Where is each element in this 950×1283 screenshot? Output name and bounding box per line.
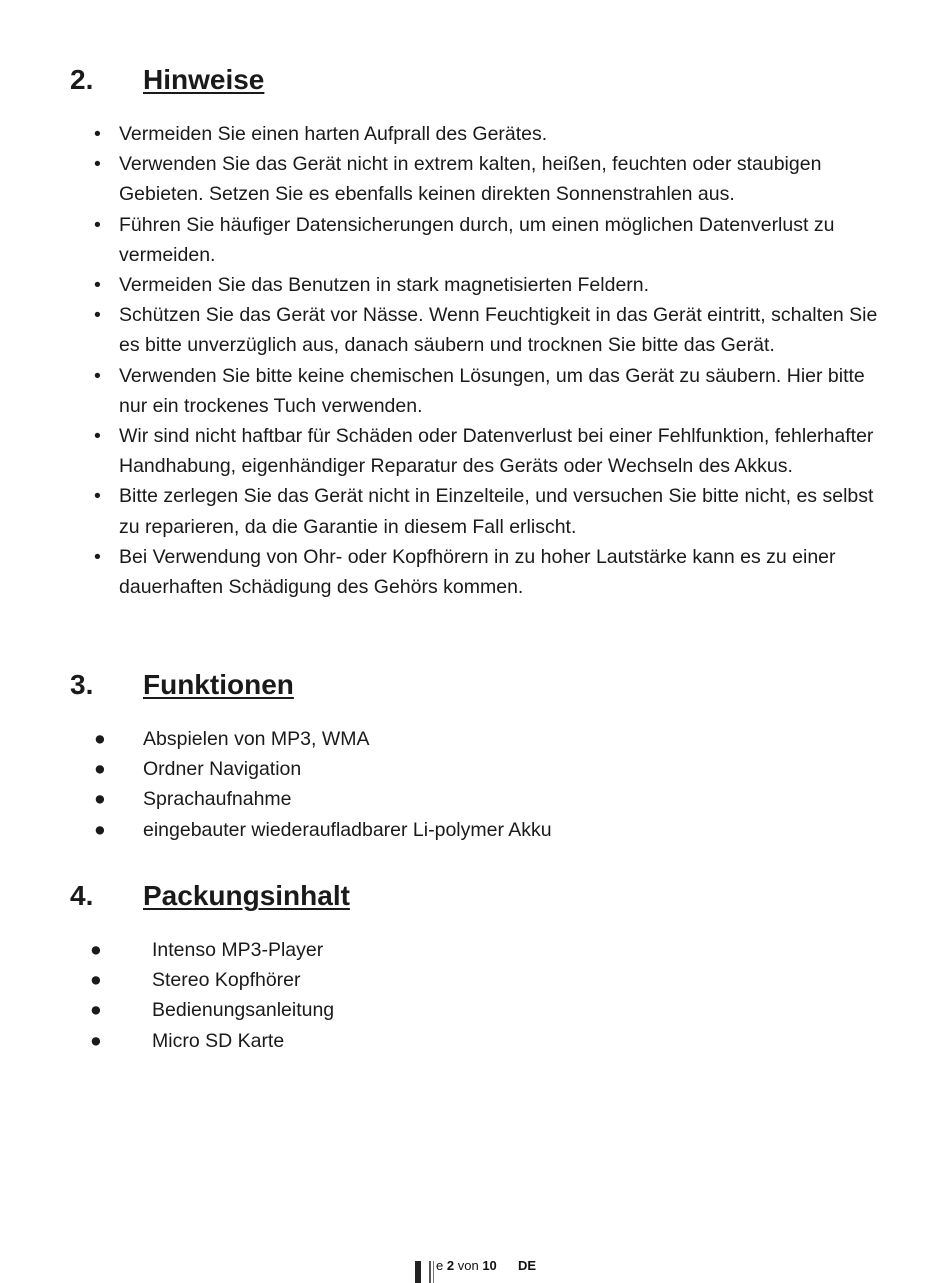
- list-item: [0, 300, 950, 360]
- bullet-icon: •: [94, 364, 101, 387]
- list-item: [0, 210, 950, 270]
- packungsinhalt-list: [0, 935, 950, 1056]
- page-of: von: [457, 1258, 479, 1273]
- footer-bar-icon: [433, 1261, 434, 1283]
- list-item-text: Verwenden Sie das Gerät nicht in extrem kalten, heißen, feuchten oder staubigen Gebieten. Setzen Sie es ebenfalls keinen direkten Sonnenstrahlen aus.: [119, 153, 822, 206]
- list-item-text: Sprachaufnahme: [143, 788, 292, 811]
- hinweise-list: [0, 119, 950, 602]
- bullet-icon: •: [94, 545, 101, 568]
- section-packungsinhalt: [0, 880, 950, 1056]
- list-item: [0, 965, 950, 995]
- list-item: [0, 119, 950, 149]
- bullet-icon: ●: [90, 999, 102, 1022]
- section-title: Funktionen: [143, 669, 294, 700]
- list-item-text: Stereo Kopfhörer: [152, 969, 301, 992]
- list-item: [0, 361, 950, 421]
- current-page: 2: [446, 1258, 455, 1273]
- list-item-text: Bitte zerlegen Sie das Gerät nicht in Einzelteile, und versuchen Sie bitte nicht, es selbst zu reparieren, da die Garantie in diesem Fall erlischt.: [119, 485, 874, 538]
- section-heading: [0, 880, 950, 920]
- list-item-text: eingebauter wiederaufladbarer Li-polymer Akku: [143, 818, 552, 841]
- list-item: [0, 270, 950, 300]
- list-item-text: Verwenden Sie bitte keine chemischen Lösungen, um das Gerät zu säubern. Hier bitte nur ein trockenes Tuch verwenden.: [119, 364, 865, 417]
- list-item-text: Intenso MP3-Player: [152, 939, 324, 961]
- bullet-icon: •: [94, 425, 101, 448]
- section-heading: [0, 669, 950, 709]
- bullet-icon: •: [94, 304, 101, 327]
- list-item: [0, 815, 950, 845]
- list-item-text: Abspielen von MP3, WMA: [143, 728, 370, 750]
- list-item: [0, 995, 950, 1025]
- section-funktionen: [0, 669, 950, 845]
- section-title: Packungsinhalt: [143, 880, 350, 911]
- list-item-text: Bedienungsanleitung: [152, 999, 335, 1022]
- bullet-icon: •: [94, 485, 101, 508]
- bullet-icon: ●: [94, 728, 106, 750]
- list-item: [0, 149, 950, 209]
- list-item-text: Schützen Sie das Gerät vor Nässe. Wenn Feuchtigkeit in das Gerät eintritt, schalten Sie es bitte unverzüglich aus, danach säubern und trocknen Sie bitte das Gerät.: [119, 304, 878, 357]
- list-item-text: Bei Verwendung von Ohr- oder Kopfhörern in zu hoher Lautstärke kann es zu einer dauerhaften Schädigung des Gehörs kommen.: [119, 545, 836, 599]
- list-item: [0, 935, 950, 965]
- bullet-icon: •: [94, 213, 101, 236]
- section-number: 4.: [70, 880, 94, 911]
- page-number: [436, 1258, 497, 1274]
- list-item: [0, 724, 950, 754]
- list-item: [0, 421, 950, 481]
- section-hinweise: [0, 64, 950, 602]
- page-footer: [0, 1257, 950, 1283]
- list-item-text: Führen Sie häufiger Datensicherungen durch, um einen möglichen Datenverlust zu vermeiden.: [119, 213, 835, 266]
- bullet-icon: ●: [90, 969, 102, 992]
- language-code: DE: [518, 1258, 537, 1273]
- section-heading: [0, 64, 950, 104]
- list-item-text: Wir sind nicht haftbar für Schäden oder Datenverlust bei einer Fehlfunktion, fehlerhafter Handhabung, eigenhändiger Reparatur des Geräts oder Wechseln des Akkus.: [119, 425, 874, 478]
- footer-bar-icon: [429, 1261, 431, 1283]
- bullet-icon: ●: [94, 758, 106, 781]
- funktionen-list: [0, 724, 950, 845]
- total-pages: 10: [482, 1258, 497, 1273]
- footer-bar-icon: [415, 1261, 421, 1283]
- bullet-icon: •: [94, 274, 101, 297]
- list-item: [0, 1026, 950, 1056]
- section-number: 2.: [70, 64, 94, 95]
- list-item: [0, 481, 950, 541]
- list-item: [0, 754, 950, 784]
- bullet-icon: ●: [90, 1029, 102, 1052]
- list-item-text: Vermeiden Sie das Benutzen in stark magnetisierten Feldern.: [119, 274, 650, 297]
- list-item: [0, 542, 950, 602]
- page-prefix: e: [436, 1258, 444, 1273]
- bullet-icon: •: [94, 153, 101, 176]
- list-item: [0, 784, 950, 814]
- list-item-text: Micro SD Karte: [152, 1029, 285, 1052]
- list-item-text: Vermeiden Sie einen harten Aufprall des Gerätes.: [119, 123, 548, 145]
- bullet-icon: ●: [90, 939, 102, 961]
- list-item-text: Ordner Navigation: [143, 758, 302, 781]
- section-number: 3.: [70, 669, 94, 700]
- section-title: Hinweise: [143, 64, 265, 95]
- bullet-icon: ●: [94, 818, 106, 841]
- bullet-icon: •: [94, 123, 101, 145]
- bullet-icon: ●: [94, 788, 106, 811]
